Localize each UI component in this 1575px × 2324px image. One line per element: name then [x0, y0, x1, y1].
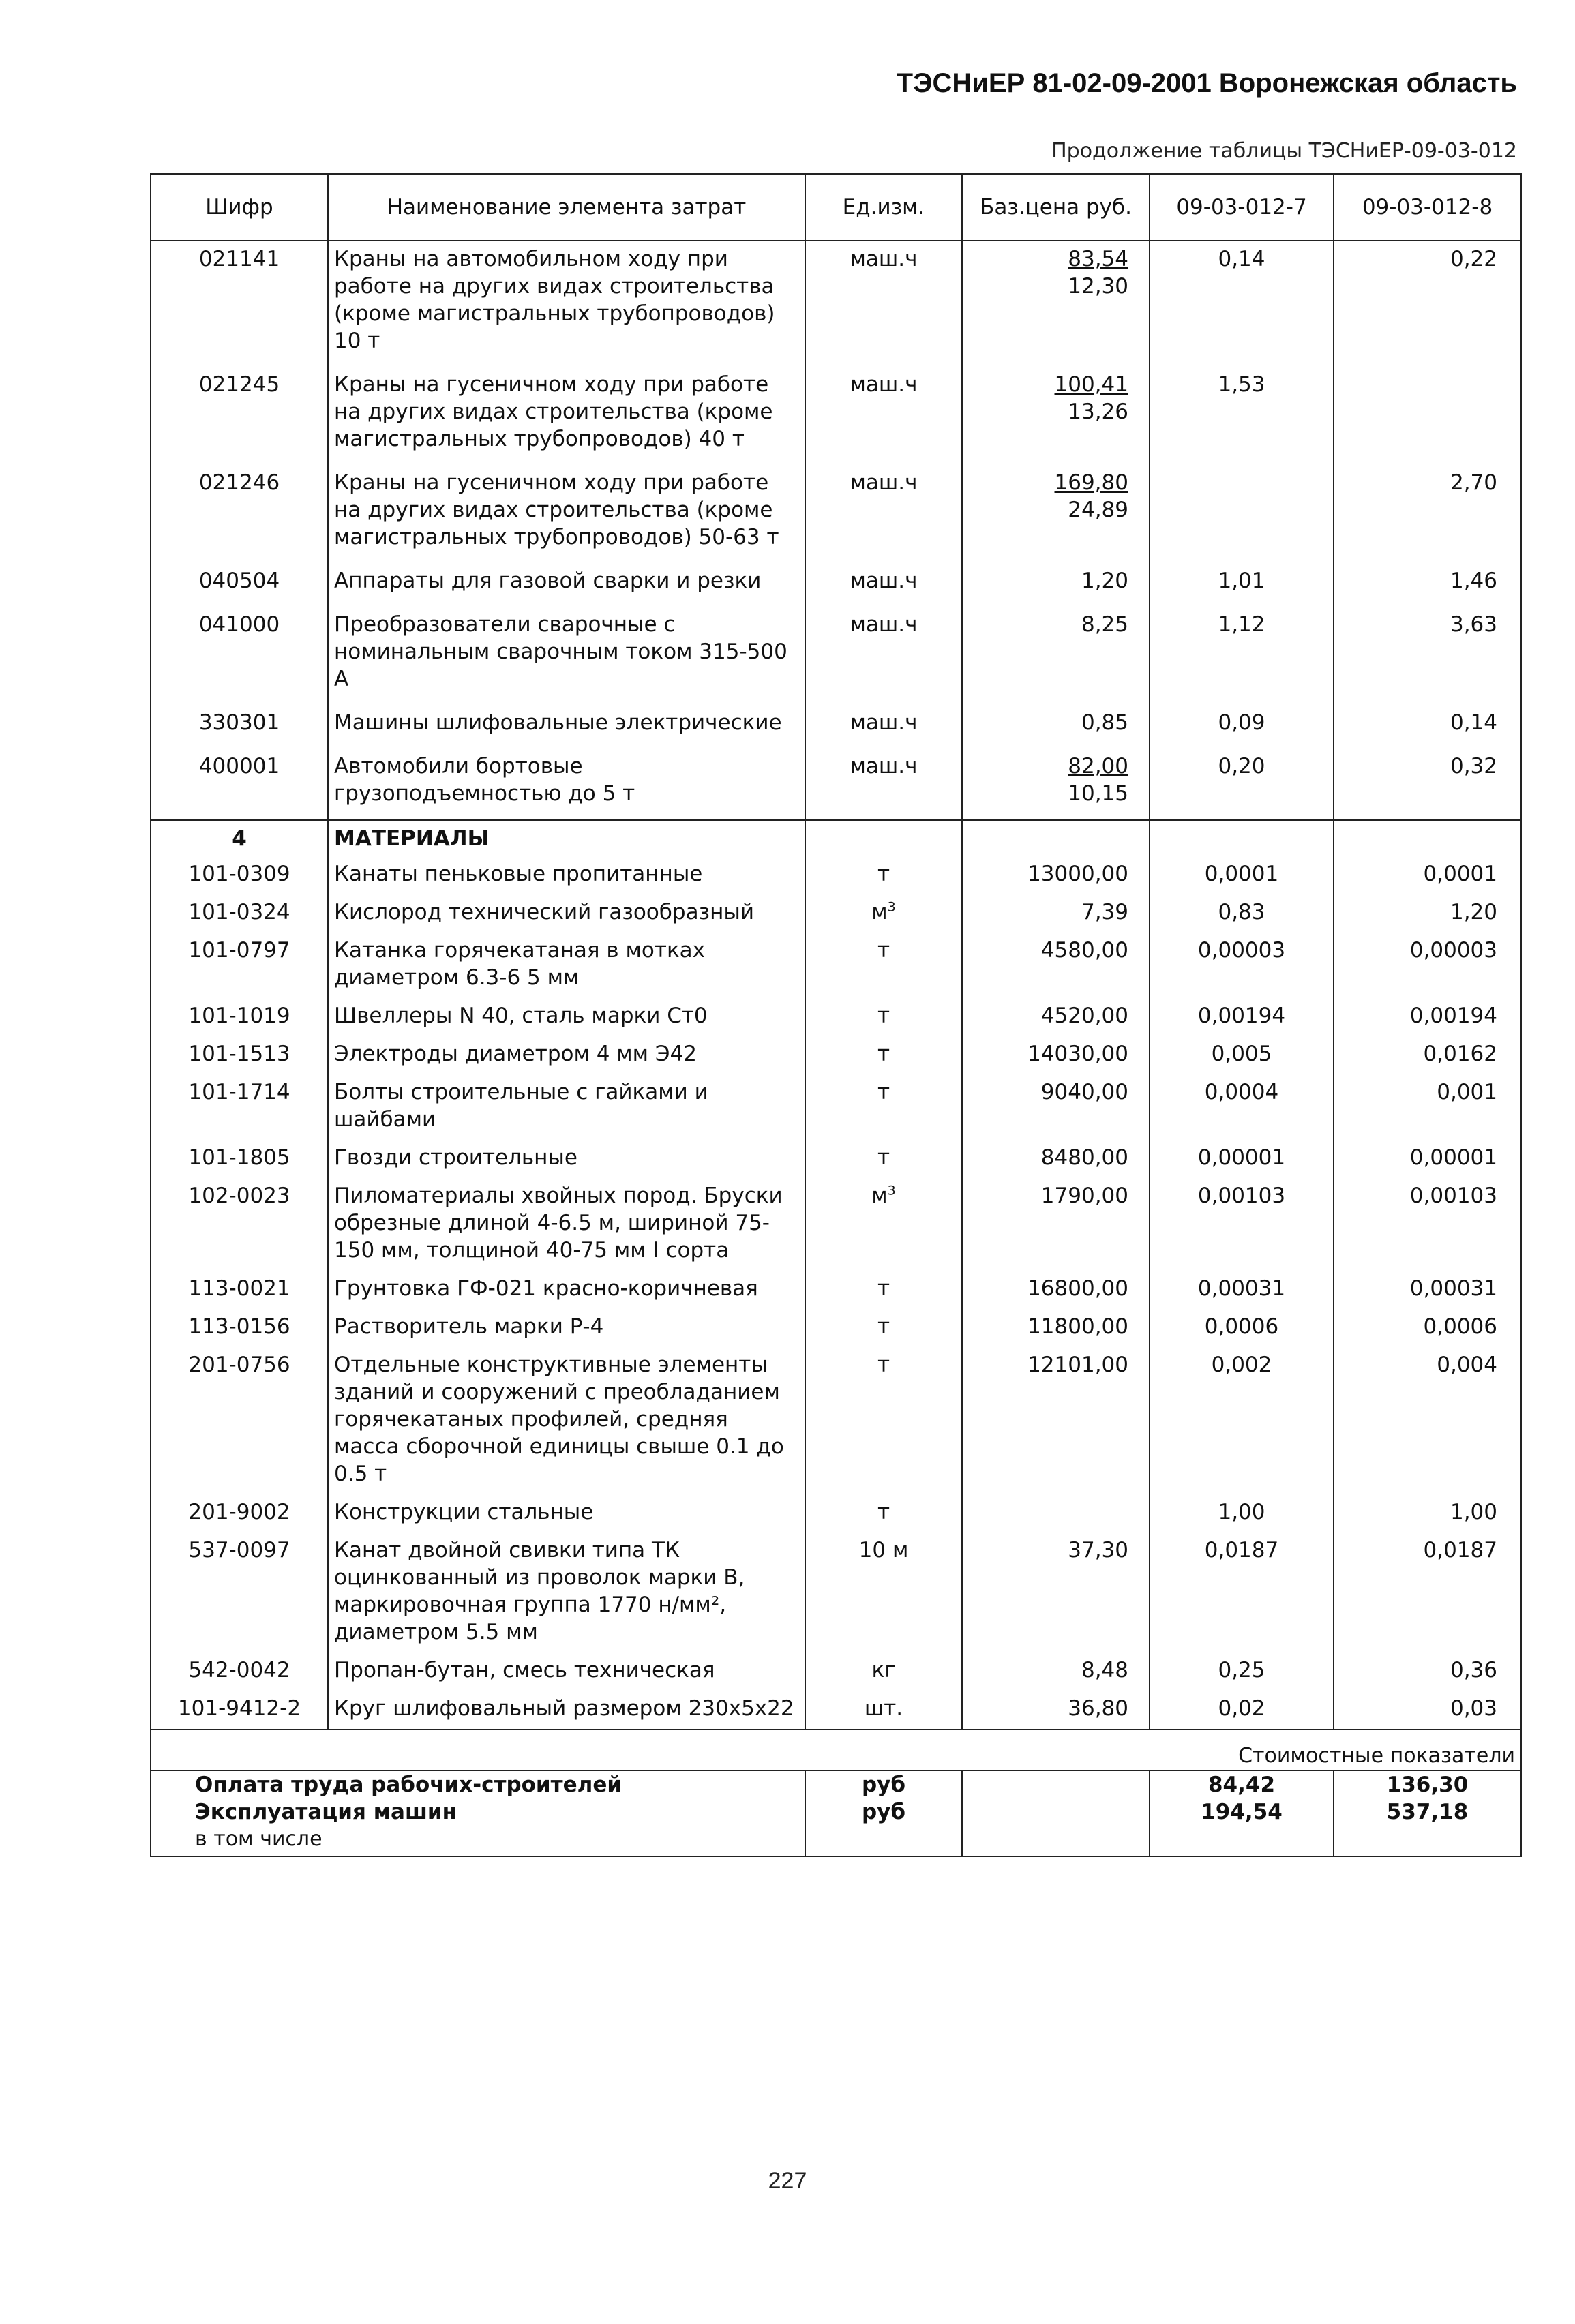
- column-header-unit: Ед.изм.: [805, 174, 962, 241]
- row-col-a: 0,14: [1150, 241, 1334, 367]
- row-name: Растворитель марки Р-4: [328, 1309, 805, 1347]
- row-unit-text: м: [871, 900, 888, 924]
- row-price: 11800,00: [962, 1309, 1150, 1347]
- summary-label: Стоимостные показатели: [151, 1730, 1521, 1770]
- row-name: Канаты пеньковые пропитанные: [328, 856, 805, 894]
- row-unit-text: т: [877, 862, 890, 886]
- rates-table-container: [150, 173, 1520, 1857]
- row-col-a: 0,0187: [1150, 1533, 1334, 1653]
- row-col-b: [1334, 367, 1521, 465]
- table-row: [151, 1691, 1521, 1730]
- row-unit-text: т: [877, 1080, 890, 1104]
- row-name: Грунтовка ГФ-021 красно-коричневая: [328, 1271, 805, 1309]
- row-unit: [805, 933, 962, 998]
- row-col-b: 1,46: [1334, 563, 1521, 607]
- row-col-a: 0,0001: [1150, 856, 1334, 894]
- row-price: 13000,00: [962, 856, 1150, 894]
- summary-row-col-a: 84,42: [1150, 1770, 1334, 1798]
- row-price: 14030,00: [962, 1036, 1150, 1074]
- row-col-a: [1150, 465, 1334, 563]
- row-code: 201-0756: [151, 1347, 328, 1494]
- row-col-a: 0,00103: [1150, 1178, 1334, 1271]
- row-price-main: 83,54: [1068, 247, 1128, 271]
- summary-heading-row: [151, 1730, 1521, 1770]
- table-row: [151, 1178, 1521, 1271]
- row-price: 8480,00: [962, 1140, 1150, 1178]
- row-col-a: 0,83: [1150, 894, 1334, 933]
- row-code: 101-1714: [151, 1074, 328, 1140]
- table-row: [151, 1494, 1521, 1533]
- row-col-a: 0,00001: [1150, 1140, 1334, 1178]
- row-col-b: 1,20: [1334, 894, 1521, 933]
- row-code: 021245: [151, 367, 328, 465]
- row-name: Электроды диаметром 4 мм Э42: [328, 1036, 805, 1074]
- row-col-b: 0,0001: [1334, 856, 1521, 894]
- page-number: 227: [768, 2168, 807, 2194]
- row-price: [962, 607, 1150, 705]
- table-row: [151, 705, 1521, 749]
- row-col-b: 3,63: [1334, 607, 1521, 705]
- row-unit: [805, 1036, 962, 1074]
- row-col-b: 0,00031: [1334, 1271, 1521, 1309]
- table-header-row: [151, 174, 1521, 241]
- row-name: Краны на автомобильном ходу при работе на других видах строительства (кроме магистральных трубопроводов) 10 т: [328, 241, 805, 367]
- row-unit: [805, 1140, 962, 1178]
- row-name: Швеллеры N 40, сталь марки Ст0: [328, 998, 805, 1036]
- row-name: Краны на гусеничном ходу при работе на других видах строительства (кроме магистральных трубопроводов) 40 т: [328, 367, 805, 465]
- table-row: [151, 998, 1521, 1036]
- row-price: 37,30: [962, 1533, 1150, 1653]
- summary-row-col-a: 194,54: [1150, 1798, 1334, 1826]
- row-name: Аппараты для газовой сварки и резки: [328, 563, 805, 607]
- row-unit: маш.ч: [805, 749, 962, 820]
- row-code: 542-0042: [151, 1653, 328, 1691]
- row-price-main: 1,20: [1081, 569, 1128, 593]
- summary-row-name: Эксплуатация машин: [151, 1798, 805, 1826]
- row-col-a: 0,002: [1150, 1347, 1334, 1494]
- table-row: [151, 607, 1521, 705]
- section-title: МАТЕРИАЛЫ: [328, 820, 805, 856]
- row-price: 1790,00: [962, 1178, 1150, 1271]
- row-price: 36,80: [962, 1691, 1150, 1730]
- row-code: 101-1513: [151, 1036, 328, 1074]
- row-price: 7,39: [962, 894, 1150, 933]
- row-unit-text: т: [877, 1353, 890, 1377]
- table-caption: Продолжение таблицы ТЭСНиЕР-09-03-012: [1051, 139, 1517, 163]
- row-unit: [805, 856, 962, 894]
- row-code: 021246: [151, 465, 328, 563]
- row-name: Канат двойной свивки типа ТК оцинкованный из проволок марки В, маркировочная группа 1770 н/мм², диаметром 5.5 мм: [328, 1533, 805, 1653]
- row-price: 8,48: [962, 1653, 1150, 1691]
- row-unit-text: т: [877, 1042, 890, 1066]
- summary-section: [151, 1730, 1521, 1856]
- row-price-main: 169,80: [1054, 470, 1128, 495]
- row-col-a: 1,01: [1150, 563, 1334, 607]
- summary-row: [151, 1798, 1521, 1826]
- row-unit-text: т: [877, 1500, 890, 1524]
- table-row: [151, 1271, 1521, 1309]
- rates-table: [150, 173, 1522, 1857]
- row-code: 021141: [151, 241, 328, 367]
- table-row: [151, 1347, 1521, 1494]
- materials-section-heading: [151, 820, 1521, 856]
- table-row: [151, 1309, 1521, 1347]
- row-name: Болты строительные с гайками и шайбами: [328, 1074, 805, 1140]
- row-code: 400001: [151, 749, 328, 820]
- column-header-name: Наименование элемента затрат: [328, 174, 805, 241]
- row-unit: [805, 1533, 962, 1653]
- row-col-a: 1,12: [1150, 607, 1334, 705]
- table-row: [151, 1074, 1521, 1140]
- row-code: 113-0021: [151, 1271, 328, 1309]
- row-name: Пропан-бутан, смесь техническая: [328, 1653, 805, 1691]
- table-row: [151, 894, 1521, 933]
- row-price: [962, 465, 1150, 563]
- row-name: Машины шлифовальные электрические: [328, 705, 805, 749]
- row-price: [962, 749, 1150, 820]
- row-code: 201-9002: [151, 1494, 328, 1533]
- row-code: 040504: [151, 563, 328, 607]
- row-name: Краны на гусеничном ходу при работе на других видах строительства (кроме магистральных трубопроводов) 50-63 т: [328, 465, 805, 563]
- materials-section: [151, 856, 1521, 1730]
- row-unit-text: шт.: [864, 1696, 903, 1721]
- machines-section: [151, 241, 1521, 820]
- row-name: Пиломатериалы хвойных пород. Бруски обрезные длиной 4-6.5 м, шириной 75-150 мм, толщиной 40-75 мм I сорта: [328, 1178, 805, 1271]
- row-name: Катанка горячекатаная в мотках диаметром 6.3-6 5 мм: [328, 933, 805, 998]
- row-col-b: 0,00103: [1334, 1178, 1521, 1271]
- summary-row: [151, 1770, 1521, 1798]
- row-price: 9040,00: [962, 1074, 1150, 1140]
- row-unit: маш.ч: [805, 563, 962, 607]
- row-price-wage: 13,26: [1068, 399, 1128, 424]
- row-price-main: 8,25: [1081, 612, 1128, 637]
- row-col-a: 0,005: [1150, 1036, 1334, 1074]
- row-price-wage: 10,15: [1068, 781, 1128, 806]
- row-unit: [805, 894, 962, 933]
- row-unit: [805, 1653, 962, 1691]
- row-name: Гвозди строительные: [328, 1140, 805, 1178]
- row-price-wage: 24,89: [1068, 498, 1128, 522]
- row-unit-text: м: [871, 1183, 888, 1208]
- table-row: [151, 749, 1521, 820]
- row-unit-text: 10 м: [858, 1538, 909, 1563]
- row-unit: маш.ч: [805, 607, 962, 705]
- row-col-b: 0,00001: [1334, 1140, 1521, 1178]
- row-price: [962, 705, 1150, 749]
- summary-row-name: Оплата труда рабочих-строителей: [151, 1770, 805, 1798]
- row-col-b: 2,70: [1334, 465, 1521, 563]
- row-code: 101-0324: [151, 894, 328, 933]
- row-col-b: 0,0187: [1334, 1533, 1521, 1653]
- section-row: [151, 820, 1521, 856]
- row-unit: маш.ч: [805, 241, 962, 367]
- table-row: [151, 1653, 1521, 1691]
- row-price: [962, 1494, 1150, 1533]
- row-col-a: 0,0004: [1150, 1074, 1334, 1140]
- row-price: 4580,00: [962, 933, 1150, 998]
- table-row: [151, 367, 1521, 465]
- row-unit-text: т: [877, 1003, 890, 1028]
- row-unit: [805, 998, 962, 1036]
- row-col-a: 0,25: [1150, 1653, 1334, 1691]
- row-name: Конструкции стальные: [328, 1494, 805, 1533]
- row-price-wage: 12,30: [1068, 274, 1128, 299]
- row-unit-text: т: [877, 1276, 890, 1301]
- row-name: Кислород технический газообразный: [328, 894, 805, 933]
- summary-tail-row: [151, 1826, 1521, 1856]
- row-price-main: 100,41: [1054, 372, 1128, 397]
- row-col-a: 0,0006: [1150, 1309, 1334, 1347]
- row-unit-exponent: 3: [887, 899, 896, 915]
- column-header-code: Шифр: [151, 174, 328, 241]
- row-col-b: 0,004: [1334, 1347, 1521, 1494]
- row-unit-exponent: 3: [887, 1183, 896, 1198]
- row-col-a: 0,00031: [1150, 1271, 1334, 1309]
- row-col-b: 0,00194: [1334, 998, 1521, 1036]
- row-col-a: 1,53: [1150, 367, 1334, 465]
- row-col-b: 0,22: [1334, 241, 1521, 367]
- table-row: [151, 1140, 1521, 1178]
- row-name: Автомобили бортовые грузоподъемностью до 5 т: [328, 749, 805, 820]
- summary-row-unit: руб: [805, 1798, 962, 1826]
- row-price: [962, 563, 1150, 607]
- row-unit: [805, 1178, 962, 1271]
- document-header: ТЭСНиЕР 81-02-09-2001 Воронежская область: [896, 68, 1517, 98]
- row-unit: маш.ч: [805, 465, 962, 563]
- row-col-b: 0,03: [1334, 1691, 1521, 1730]
- row-unit: маш.ч: [805, 705, 962, 749]
- row-unit: [805, 1074, 962, 1140]
- row-price: 16800,00: [962, 1271, 1150, 1309]
- row-col-a: 0,09: [1150, 705, 1334, 749]
- row-unit: маш.ч: [805, 367, 962, 465]
- row-code: 537-0097: [151, 1533, 328, 1653]
- table-row: [151, 856, 1521, 894]
- row-code: 113-0156: [151, 1309, 328, 1347]
- row-price: 4520,00: [962, 998, 1150, 1036]
- summary-row-unit: руб: [805, 1770, 962, 1798]
- row-unit-text: кг: [871, 1658, 896, 1682]
- table-row: [151, 563, 1521, 607]
- table-row: [151, 1533, 1521, 1653]
- row-unit: [805, 1494, 962, 1533]
- row-unit: [805, 1271, 962, 1309]
- row-price-main: 82,00: [1068, 754, 1128, 779]
- row-col-b: 0,001: [1334, 1074, 1521, 1140]
- row-code: 101-9412-2: [151, 1691, 328, 1730]
- row-code: 101-1019: [151, 998, 328, 1036]
- row-unit-text: т: [877, 938, 890, 963]
- row-code: 101-1805: [151, 1140, 328, 1178]
- row-col-b: 0,36: [1334, 1653, 1521, 1691]
- row-col-a: 0,00003: [1150, 933, 1334, 998]
- section-code: 4: [151, 820, 328, 856]
- row-col-b: 0,0006: [1334, 1309, 1521, 1347]
- row-name: Отдельные конструктивные элементы зданий и сооружений с преобладанием горячекатаных профилей, средняя масса сборочной единицы свыше 0.1 до 0.5 т: [328, 1347, 805, 1494]
- row-code: 102-0023: [151, 1178, 328, 1271]
- column-header-col-a: 09-03-012-7: [1150, 174, 1334, 241]
- row-code: 330301: [151, 705, 328, 749]
- row-name: Преобразователи сварочные с номинальным сварочным током 315-500 А: [328, 607, 805, 705]
- row-col-b: 0,32: [1334, 749, 1521, 820]
- row-price: [962, 367, 1150, 465]
- row-code: 041000: [151, 607, 328, 705]
- table-row: [151, 1036, 1521, 1074]
- row-col-b: 0,0162: [1334, 1036, 1521, 1074]
- column-header-price: Баз.цена руб.: [962, 174, 1150, 241]
- summary-row-col-b: 136,30: [1334, 1770, 1521, 1798]
- row-col-a: 0,02: [1150, 1691, 1334, 1730]
- row-unit: [805, 1347, 962, 1494]
- row-code: 101-0797: [151, 933, 328, 998]
- row-code: 101-0309: [151, 856, 328, 894]
- row-price: 12101,00: [962, 1347, 1150, 1494]
- row-col-b: 0,00003: [1334, 933, 1521, 998]
- table-row: [151, 465, 1521, 563]
- row-col-a: 0,00194: [1150, 998, 1334, 1036]
- row-unit-text: т: [877, 1314, 890, 1339]
- row-name: Круг шлифовальный размером 230х5х22: [328, 1691, 805, 1730]
- summary-tail-label: в том числе: [151, 1826, 805, 1856]
- summary-row-col-b: 537,18: [1334, 1798, 1521, 1826]
- table-row: [151, 933, 1521, 998]
- row-price: [962, 241, 1150, 367]
- row-col-b: 1,00: [1334, 1494, 1521, 1533]
- row-col-a: 0,20: [1150, 749, 1334, 820]
- row-price-main: 0,85: [1081, 710, 1128, 735]
- row-unit: [805, 1691, 962, 1730]
- row-col-b: 0,14: [1334, 705, 1521, 749]
- column-header-col-b: 09-03-012-8: [1334, 174, 1521, 241]
- row-col-a: 1,00: [1150, 1494, 1334, 1533]
- row-unit-text: т: [877, 1145, 890, 1170]
- row-unit: [805, 1309, 962, 1347]
- table-row: [151, 241, 1521, 367]
